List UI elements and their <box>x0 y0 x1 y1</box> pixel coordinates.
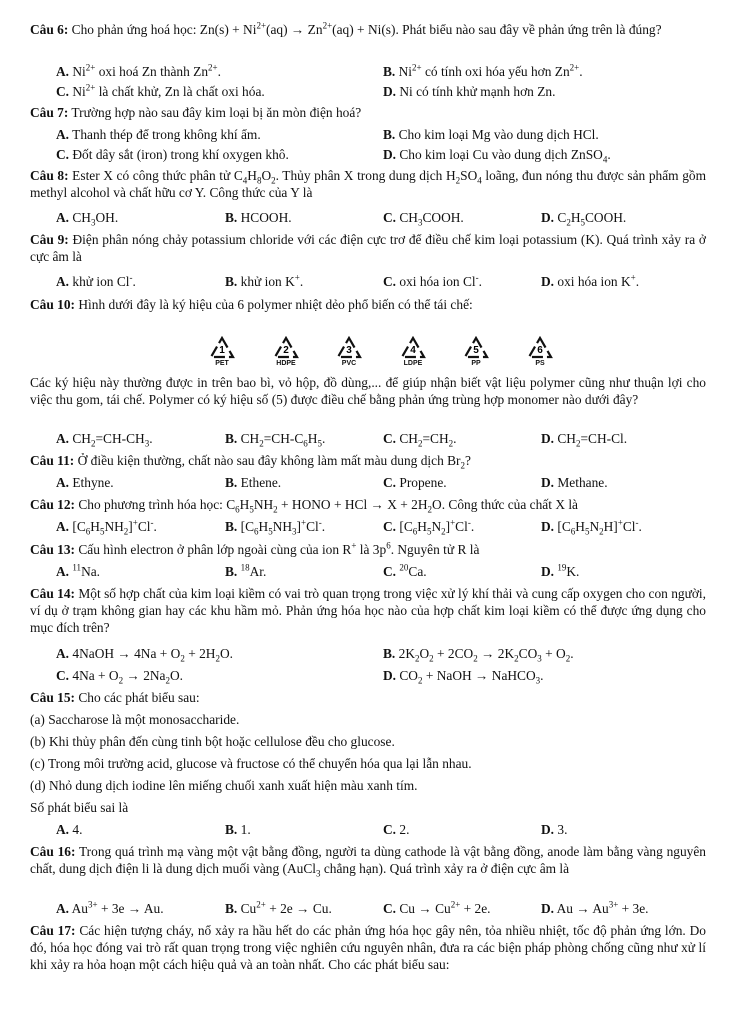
question-10-description: Các ký hiệu này thường được in trên bao bì, vỏ hộp, đồ dùng,... để giúp nhận biết vật liệu polymer cũng như thuận lợi cho việc thu gom, tái chế. Polymer có ký hiệu số (5) được điều chế bằng phản ứng trùng hợp monomer nào dưới đây? <box>30 375 706 407</box>
option-b[interactable]: B. khử ion K+. <box>225 272 304 289</box>
option-c[interactable]: C. Propene. <box>383 475 447 490</box>
option-c[interactable]: C. $Cu \to Cu^{2+} + 2e$. <box>383 899 491 916</box>
option-b[interactable]: B. $Cu^{2+} + 2e \to Cu$. <box>225 899 332 916</box>
option-b[interactable]: B. $Ni^{2+}$ có tính oxi hóa yếu hơn $Zn^{2+}$. <box>383 62 583 79</box>
option-d[interactable]: D. Ni có tính khử mạnh hơn Zn. <box>383 84 556 99</box>
option-c[interactable]: C. 2. <box>383 822 410 837</box>
question-number: Câu 14: <box>30 586 76 601</box>
option-d[interactable]: D. Cho kim loại Cu vào dung dịch ZnSO$_4$. <box>383 147 611 165</box>
svg-text:4: 4 <box>410 345 416 356</box>
question-15-ask: Số phát biểu sai là <box>30 800 129 815</box>
option-c[interactable]: C. Đốt dây sắt (iron) trong khí oxygen khô. <box>56 147 289 162</box>
question-6-options-row2 <box>56 83 716 100</box>
recycling-symbol-5: 5 PP <box>454 336 498 370</box>
question-number: Câu 12: <box>30 497 76 512</box>
option-d[interactable]: D. oxi hóa ion K+. <box>541 272 640 289</box>
option-d[interactable]: D. $[C_6H_5N_2H]^+Cl^-$. <box>541 517 642 537</box>
recycling-symbol-1: 1 PET <box>200 336 244 370</box>
option-b[interactable]: B. HCOOH. <box>225 210 292 225</box>
option-c[interactable]: C. $[C_6H_5N_2]^+Cl^-$. <box>383 517 475 537</box>
option-a[interactable]: A. 4NaOH → $4Na + O_2 + 2H_2O$. <box>56 646 233 664</box>
option-d[interactable]: D. 3. <box>541 822 568 837</box>
option-b[interactable]: B. $^{18}$Ar. <box>225 562 267 579</box>
option-d[interactable]: D. Methane. <box>541 475 608 490</box>
recycle-triangle-icon <box>400 336 426 360</box>
svg-text:1: 1 <box>219 345 225 356</box>
option-d[interactable]: D. $^{19}$K. <box>541 562 580 579</box>
question-16: Câu 16: Trong quá trình mạ vàng một vật bằng đồng, người ta dùng cathode là vật bằng đồng, anode làm bằng vàng nguyên chất, dung dịch điện li là dung dịch muối vàng (AuCl$_3$ chẳng hạn). Quá trình xảy ra ở điện cực âm là <box>30 844 706 879</box>
question-number: Câu 9: <box>30 232 69 247</box>
question-6-options-row1 <box>56 63 716 80</box>
question-14-options-row1 <box>56 645 716 662</box>
question-8: Câu 8: Ester X có công thức phân tử $C_4H_8O_2$. Thủy phân X trong dung dịch $H_2SO_4$ loãng, đun nóng thu được sản phẩm gồm methyl alcohol và chất hữu cơ Y. Công thức của Y là <box>30 168 706 200</box>
option-a[interactable]: A. $Ni^{2+}$ oxi hoá Zn thành $Zn^{2+}$. <box>56 62 221 79</box>
question-number: Câu 8: <box>30 168 69 183</box>
question-11-options <box>56 474 716 491</box>
recycling-symbol-3: 3 PVC <box>327 336 371 370</box>
recycle-triangle-icon <box>527 336 553 360</box>
question-13-options <box>56 563 716 580</box>
recycle-triangle-icon <box>273 336 299 360</box>
statement-b: (b) Khi thủy phân đến cùng tinh bột hoặc cellulose đều cho glucose. <box>30 734 395 749</box>
recycling-symbol-6: 6 PS <box>518 336 562 370</box>
question-9: Câu 9: Điện phân nóng chảy potassium chloride với các điện cực trơ để điều chế kim loại potassium (K). Quá trình xảy ra ở cực âm là <box>30 232 706 264</box>
recycling-symbols <box>200 336 580 370</box>
option-d[interactable]: D. $Au \to Au^{3+} + 3e$. <box>541 899 649 916</box>
svg-text:2: 2 <box>283 345 289 356</box>
option-d[interactable]: D. $C_2H_5COOH$. <box>541 210 627 228</box>
option-a[interactable]: A. Thanh thép để trong không khí ẩm. <box>56 127 261 142</box>
option-b[interactable]: B. Cho kim loại Mg vào dung dịch HCl. <box>383 127 599 142</box>
option-c[interactable]: C. $Ni^{2+}$ là chất khử, Zn là chất oxi hóa. <box>56 82 265 99</box>
question-10-options <box>56 430 716 447</box>
option-b[interactable]: B. Ethene. <box>225 475 282 490</box>
svg-text:5: 5 <box>473 345 479 356</box>
option-c[interactable]: C. oxi hóa ion Cl-. <box>383 272 482 289</box>
recycling-symbol-2: 2 HDPE <box>264 336 308 370</box>
option-d[interactable]: D. $CO_2$ + NaOH → NaHCO$_3$. <box>383 668 544 686</box>
question-6: Câu 6: Cho phản ứng hoá học: $Zn(s) + Ni^{2+}(aq) \to Zn^{2+}(aq) + Ni(s)$. Phát biểu nào sau đây về phản ứng trên là đúng? <box>30 20 662 37</box>
question-15: Câu 15: Cho các phát biểu sau: <box>30 690 200 705</box>
question-7-options-row2 <box>56 146 716 163</box>
question-number: Câu 11: <box>30 453 75 468</box>
question-15-options <box>56 821 716 838</box>
question-8-options <box>56 209 716 226</box>
svg-text:3: 3 <box>346 345 352 356</box>
recycling-symbol-4: 4 LDPE <box>391 336 435 370</box>
question-11: Câu 11: Ở điều kiện thường, chất nào sau đây không làm mất màu dung dịch $Br_2$? <box>30 453 471 471</box>
statement-a: (a) Saccharose là một monosaccharide. <box>30 712 240 727</box>
option-a[interactable]: A. khử ion Cl-. <box>56 272 136 289</box>
option-a[interactable]: A. $CH_3OH$. <box>56 210 119 228</box>
question-10: Câu 10: Hình dưới đây là ký hiệu của 6 polymer nhiệt dẻo phổ biến có thể tái chế: <box>30 297 473 312</box>
question-14-options-row2 <box>56 667 716 684</box>
option-a[interactable]: A. $CH_2=CH-CH_3$. <box>56 431 153 449</box>
question-number: Câu 17: <box>30 923 76 938</box>
option-b[interactable]: B. 1. <box>225 822 251 837</box>
question-number: Câu 16: <box>30 844 76 859</box>
question-12: Câu 12: Cho phương trình hóa học: $C_6H_5NH_2$ + HONO + HCl → $X + 2H_2O$. Công thức của chất X là <box>30 497 579 515</box>
question-13: Câu 13: Cấu hình electron ở phân lớp ngoài cùng của ion R+ là $3p^6$. Nguyên tử R là <box>30 540 480 557</box>
option-c[interactable]: C. $CH_2=CH_2$. <box>383 431 457 449</box>
recycle-triangle-icon <box>209 336 235 360</box>
question-12-options <box>56 518 716 535</box>
question-number: Câu 13: <box>30 542 76 557</box>
option-a[interactable]: A. 4. <box>56 822 83 837</box>
question-17: Câu 17: Các hiện tượng cháy, nổ xảy ra hầu hết do các phản ứng hóa học gây nên, tỏa nhiều nhiệt, tốc độ phản ứng lớn. Do đó, hóa học đóng vai trò rất quan trọng trong việc nghiên cứu nguyên nhân, đưa ra các biện pháp phòng chống cũng như xử lí khi xảy ra hỏa hoạn một cách hiệu quả và an toàn nhất. Cho các phát biểu sau: <box>30 923 706 972</box>
option-a[interactable]: A. $[C_6H_5NH_2]^+Cl^-$. <box>56 517 157 537</box>
option-c[interactable]: C. $CH_3COOH$. <box>383 210 464 228</box>
question-number: Câu 10: <box>30 297 76 312</box>
question-9-options <box>56 273 716 290</box>
question-16-options <box>56 900 716 917</box>
statement-d: (d) Nhỏ dung dịch iodine lên miếng chuối xanh xuất hiện màu xanh tím. <box>30 778 418 793</box>
option-b[interactable]: B. $[C_6H_5NH_3]^+Cl^-$. <box>225 517 326 537</box>
option-d[interactable]: D. $CH_2=CH-Cl$. <box>541 431 628 449</box>
recycle-triangle-icon <box>463 336 489 360</box>
question-7-options-row1 <box>56 126 716 143</box>
statement-c: (c) Trong môi trường acid, glucose và fructose có thể chuyển hóa qua lại lẫn nhau. <box>30 756 472 771</box>
question-number: Câu 6: <box>30 22 69 37</box>
question-7: Câu 7: Trường hợp nào sau đây kim loại bị ăn mòn điện hoá? <box>30 105 362 120</box>
option-a[interactable]: A. Ethyne. <box>56 475 114 490</box>
option-a[interactable]: A. $Au^{3+} + 3e \to Au$. <box>56 899 164 916</box>
recycle-triangle-icon <box>336 336 362 360</box>
option-c[interactable]: C. $^{20}$Ca. <box>383 562 427 579</box>
option-c[interactable]: C. $4Na + O_2 \to 2Na_2O$. <box>56 668 184 686</box>
option-a[interactable]: A. $^{11}$Na. <box>56 562 101 579</box>
svg-text:6: 6 <box>537 345 543 356</box>
question-number: Câu 7: <box>30 105 69 120</box>
question-number: Câu 15: <box>30 690 76 705</box>
question-14: Câu 14: Một số hợp chất của kim loại kiềm có vai trò quan trọng trong việc xử lý khí thải và cung cấp oxygen cho con người, ví dụ ở trạm không gian hay các khu hầm mỏ. Phản ứng hóa học nào của hợp chất kim loại kiềm có thể được ứng dụng cho mục đích trên? <box>30 586 706 635</box>
option-b[interactable]: B. $CH_2=CH-C_6H_5$. <box>225 431 326 449</box>
option-b[interactable]: B. $2K_2O_2 + 2CO_2 \to 2K_2CO_3 + O_2$. <box>383 646 574 664</box>
